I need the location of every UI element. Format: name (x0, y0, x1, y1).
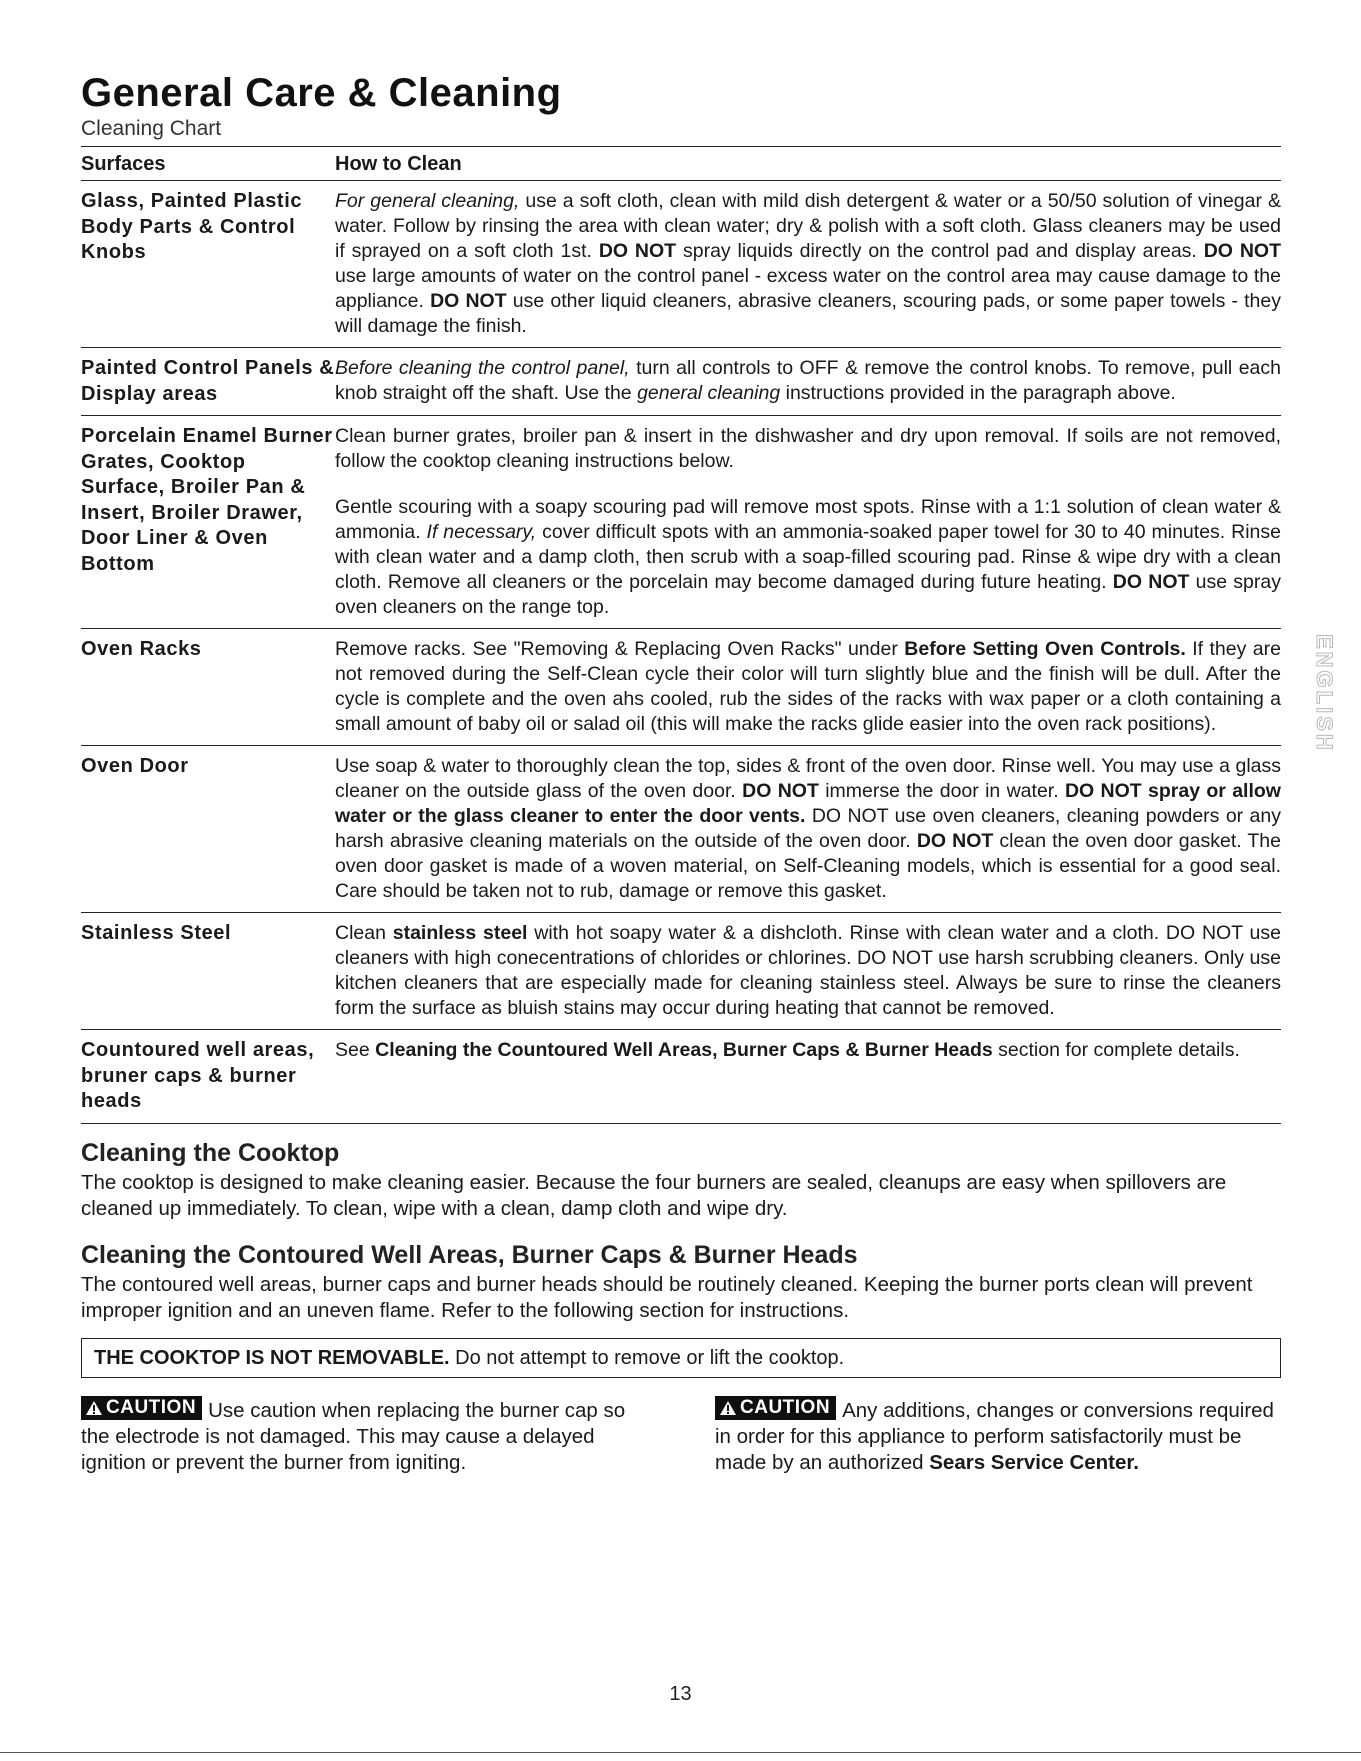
text-segment: DO NOT (1112, 571, 1190, 593)
cleaning-chart-rows (81, 181, 1281, 1124)
page-number: 13 (669, 1683, 692, 1705)
warning-triangle-icon (85, 1400, 103, 1416)
caution-label: CAUTION (106, 1396, 197, 1418)
chart-row (81, 348, 1281, 416)
chart-row (81, 746, 1281, 913)
caution-badge (81, 1396, 202, 1420)
page-title: General Care & Cleaning (81, 71, 562, 115)
how-to-clean (335, 189, 1281, 339)
text-segment: Gentle scouring with a soapy scouring pad will remove most spots. Rinse with a 1:1 solution of clean water & ammonia. (335, 496, 1281, 543)
how-to-clean (335, 1038, 1281, 1115)
surface-name: Oven Door (81, 755, 189, 777)
text-segment: Use soap & water to thoroughly clean the top, sides & front of the oven door. Rinse well. You may use a glass cleaner on the outside glass of the oven door. (335, 755, 1281, 802)
cleaning-chart (81, 146, 1281, 1124)
how-to-clean-paragraph (335, 424, 1281, 474)
chart-row (81, 913, 1281, 1030)
chart-row (81, 1030, 1281, 1124)
caution-left-text: Use caution when replacing the burner cap so the electrode is not damaged. This may cause a delayed ignition or prevent the burner from igniting. (81, 1398, 626, 1474)
text-segment: DO NOT spray or allow water or the glass cleaner to enter the door vents. (335, 780, 1281, 827)
text-segment: Before cleaning the control panel, (335, 357, 630, 379)
text-segment: clean the oven door gasket. The oven door gasket is made of a woven material, on Self-Cleaning models, which is essential for a good seal. Care should be taken not to rub, damage or remove this gasket. (335, 830, 1281, 902)
cooktop-text: The cooktop is designed to make cleaning easier. Because the four burners are sealed, cleanups are easy when spillovers are cleaned up immediately. To clean, wipe with a clean, damp cloth and wipe dry. (81, 1170, 1227, 1220)
caution-right-bold: Sears Service Center. (929, 1450, 1139, 1474)
text-segment: use a soft cloth, clean with mild dish detergent & water or a 50/50 solution of vinegar & water. Follow by rinsing the area with clean water; dry & polish with a soft cloth. Glass cleaners may be used if sprayed on a soft cloth 1st. (335, 190, 1281, 262)
text-segment: DO NOT use oven cleaners, cleaning powders or any harsh abrasive cleaning materials on the outside of the oven door. (335, 805, 1281, 852)
page-subtitle: Cleaning Chart (81, 117, 222, 140)
surface-name: Porcelain Enamel Burner Grates, Cooktop Surface, Broiler Pan & Insert, Broiler Drawer, Door Liner & Oven Bottom (81, 425, 333, 575)
text-segment: DO NOT (430, 290, 507, 312)
text-segment: immerse the door in water. (818, 780, 1065, 802)
how-to-clean-paragraph (335, 637, 1281, 737)
not-removable-notice (81, 1338, 1281, 1378)
notice-text: Do not attempt to remove or lift the cooktop. (449, 1346, 845, 1369)
caution-left (81, 1396, 647, 1476)
how-to-clean-paragraph (335, 356, 1281, 406)
surface-name: Painted Control Panels & Display areas (81, 357, 335, 405)
how-to-clean (335, 424, 1281, 620)
text-segment: DO NOT (916, 830, 994, 852)
text-segment: general cleaning (637, 382, 781, 404)
text-segment: Remove racks. See "Removing & Replacing Oven Racks" under (335, 638, 905, 660)
caution-label: CAUTION (740, 1396, 831, 1418)
text-segment: DO NOT (598, 240, 677, 262)
how-to-clean-paragraph (335, 495, 1281, 620)
text-segment: If necessary, (426, 521, 537, 543)
how-to-clean (335, 637, 1281, 737)
column-header-how-to-clean: How to Clean (335, 153, 462, 175)
chart-row (81, 416, 1281, 629)
text-segment: Clean (335, 922, 393, 944)
language-side-tab (1312, 634, 1337, 794)
cooktop-heading: Cleaning the Cooktop (81, 1138, 340, 1167)
text-segment: stainless steel (392, 922, 528, 944)
text-segment: spray liquids directly on the control pad and display areas. (676, 240, 1204, 262)
text-segment: See (335, 1039, 376, 1061)
caution-badge (715, 1396, 836, 1420)
text-segment: use large amounts of water on the control panel - excess water on the control area may cause damage to the appliance. (335, 265, 1281, 312)
text-segment: use spray oven cleaners on the range top. (335, 571, 1281, 618)
bottom-divider (0, 1752, 1361, 1753)
text-segment: DO NOT (742, 780, 819, 802)
side-tab-label: ENGLISH (1312, 634, 1337, 753)
notice-bold: THE COOKTOP IS NOT REMOVABLE. (94, 1346, 450, 1369)
text-segment: with hot soapy water & a dishcloth. Rinse with clean water and a cloth. DO NOT use cleaners with high conecentrations of chlorides or chlorines. DO NOT use harsh scrubbing cleaners. Only use kitchen cleaners that are especially made for cleaning stainless steel. Always be sure to rinse the cleaners form the surface as bluish stains may occur during heating that cannot be removed. (335, 922, 1281, 1019)
page-content (81, 70, 1281, 1476)
text-segment: For general cleaning, (335, 190, 520, 212)
warning-triangle-icon (719, 1400, 737, 1416)
caution-right (715, 1396, 1281, 1476)
text-segment: If they are not removed during the Self-Clean cycle their color will turn slightly blue and the finish will be dull. After the cycle is complete and the oven ahs cooled, rub the sides of the racks with wax paper or a cloth containing a small amount of baby oil or salad oil (this will make the racks glide easier into the oven rack positions). (335, 638, 1281, 735)
text-segment: section for complete details. (992, 1039, 1240, 1061)
text-segment: instructions provided in the paragraph above. (780, 382, 1176, 404)
surface-name: Oven Racks (81, 638, 202, 660)
text-segment: turn all controls to OFF & remove the control knobs. To remove, pull each knob straight off the shaft. Use the (335, 357, 1281, 404)
how-to-clean-paragraph (335, 189, 1281, 339)
chart-row (81, 181, 1281, 348)
text-segment: Clean burner grates, broiler pan & insert in the dishwasher and dry upon removal. If soils are not removed, follow the cooktop cleaning instructions below. (335, 425, 1281, 472)
surface-name: Glass, Painted Plastic Body Parts & Control Knobs (81, 190, 303, 263)
chart-row (81, 629, 1281, 746)
how-to-clean (335, 754, 1281, 904)
caution-section (81, 1396, 1281, 1476)
cleaning-chart-header (81, 147, 1281, 181)
how-to-clean-paragraph (335, 1038, 1281, 1063)
how-to-clean-paragraph (335, 754, 1281, 904)
caution-right-text: Any additions, changes or conversions required in order for this appliance to perform satisfactorily must be made by an authorized (715, 1398, 1274, 1474)
text-segment: use other liquid cleaners, abrasive cleaners, scouring pads, or some paper towels - they will damage the finish. (335, 290, 1281, 337)
text-segment: Cleaning the Countoured Well Areas, Burner Caps & Burner Heads (375, 1039, 993, 1061)
column-header-surfaces: Surfaces (81, 153, 166, 175)
text-segment: Before Setting Oven Controls. (904, 638, 1186, 660)
text-segment: cover difficult spots with an ammonia-soaked paper towel for 30 to 40 minutes. Rinse with clean water and a damp cloth, then scrub with a soap-filled scouring pad. Rinse & wipe dry with a clean cloth. Remove all cleaners or the porcelain may become damaged during future heating. (335, 521, 1281, 593)
contoured-text: The contoured well areas, burner caps and burner heads should be routinely cleaned. Keeping the burner ports clean will prevent improper ignition and an uneven flame. Refer to the following section for instructions. (81, 1272, 1253, 1322)
how-to-clean (335, 356, 1281, 407)
how-to-clean-paragraph (335, 921, 1281, 1021)
contoured-heading: Cleaning the Contoured Well Areas, Burner Caps & Burner Heads (81, 1240, 858, 1269)
text-segment: DO NOT (1203, 240, 1281, 262)
surface-name: Countoured well areas, bruner caps & burner heads (81, 1039, 315, 1112)
how-to-clean (335, 921, 1281, 1021)
surface-name: Stainless Steel (81, 922, 232, 944)
